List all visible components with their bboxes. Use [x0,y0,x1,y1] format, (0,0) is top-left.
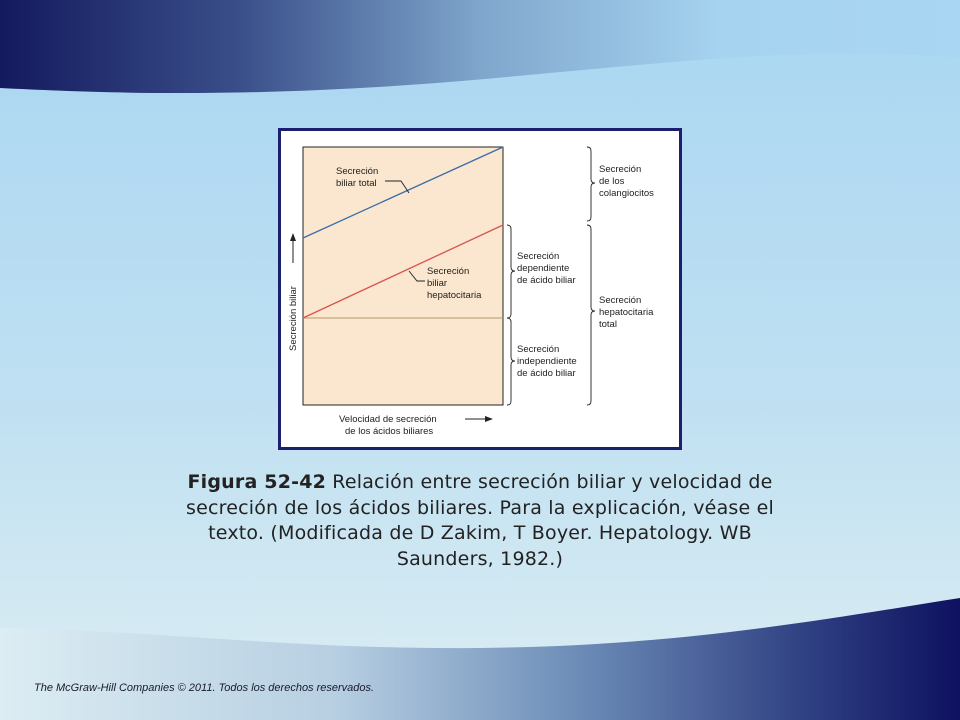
cholangiocyte-bracket [587,147,595,221]
dependent-bracket [507,225,515,318]
col-label-line-1: Secreción [599,164,642,175]
indep-label-line-1: Secreción [517,344,560,355]
bile-secretion-diagram [281,131,679,447]
bottom-wave-band [0,598,960,720]
independent-bracket [507,318,515,405]
plot-area [303,147,503,405]
figure-caption [160,470,800,572]
figure-frame [278,128,682,450]
hepatocyte-total-bracket [587,225,595,405]
x-axis-arrowhead [485,416,493,422]
col-label-line-3: colangiocitos [599,188,654,199]
hep-label-line-3: hepatocitaria [427,290,482,301]
dep-label-line-2: dependiente [517,263,570,274]
hepcell-label-line-3: total [599,319,617,330]
indep-label-line-3: de ácido biliar [517,368,576,379]
top-wave-band [0,0,960,93]
x-axis-label-line-1: Velocidad de secreción [339,414,437,425]
hepcell-label-line-1: Secreción [599,295,642,306]
total-label-line-2: biliar total [336,178,377,189]
y-axis-arrowhead [290,233,296,241]
x-axis-label-line-2: de los ácidos biliares [345,426,434,437]
total-label-line-1: Secreción [336,166,379,177]
caption-text: Relación entre secreción biliar y velocidad de secreción de los ácidos biliares. Para la explicación, véase el texto. (Modificada de D Zakim, T Boyer. Hepatology. WB Saunders, 1982.) [185,471,775,570]
dep-label-line-3: de ácido biliar [517,275,576,286]
hep-label-line-2: biliar [427,278,448,289]
caption-figure-number: Figura 52-42 [187,471,327,493]
hepcell-label-line-2: hepatocitaria [599,307,654,318]
copyright-footer: The McGraw-Hill Companies © 2011. Todos los derechos reservados. [34,682,375,694]
y-axis-label: Secreción biliar [288,286,299,351]
col-label-line-2: de los [599,176,625,187]
hep-label-line-1: Secreción [427,266,470,277]
dep-label-line-1: Secreción [517,251,560,262]
indep-label-line-2: independiente [517,356,577,367]
